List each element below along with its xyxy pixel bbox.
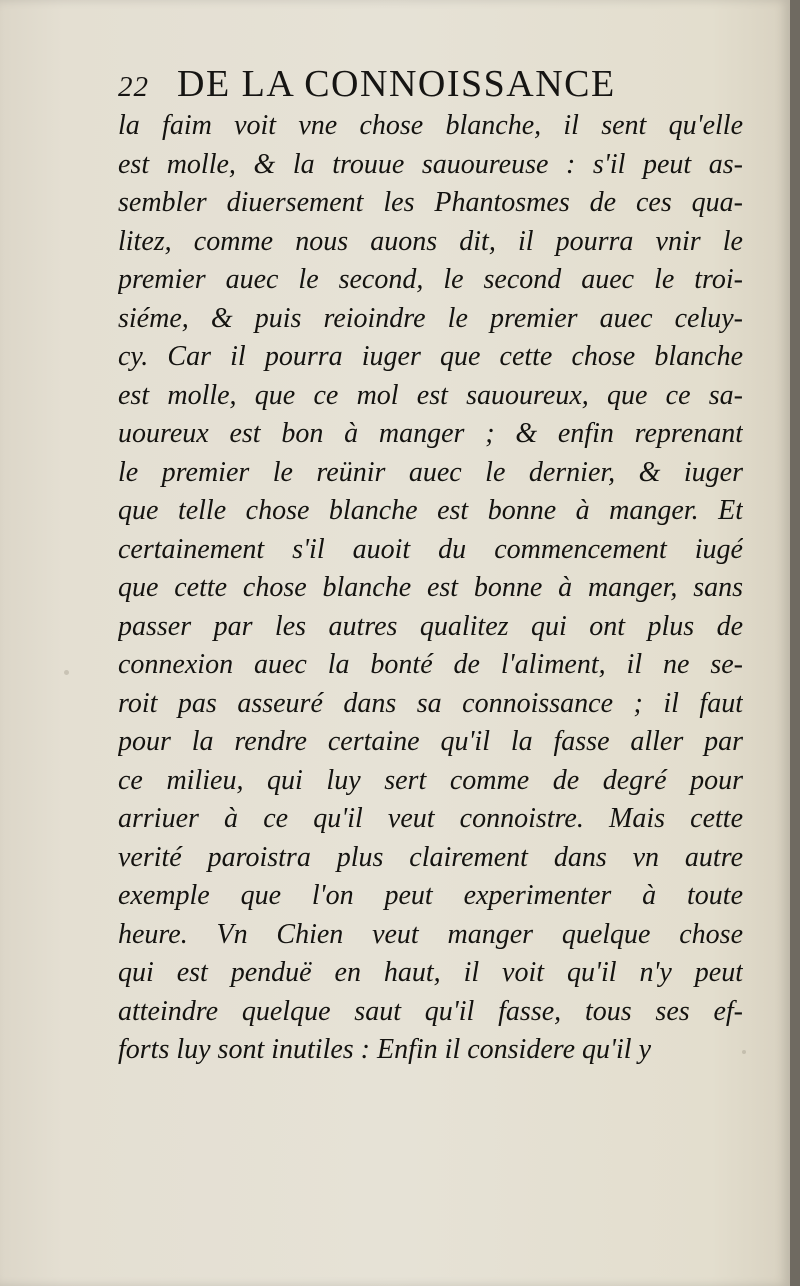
text-line: passer par les autres qualitez qui ont plus de [118, 610, 743, 642]
paper-speck [742, 1050, 746, 1054]
text-line: heure. Vn Chien veut manger quelque chose [118, 918, 743, 950]
text-line: atteindre quelque saut qu'il fasse, tous ses ef- [118, 995, 743, 1027]
text-line: que telle chose blanche est bonne à manger. Et [118, 495, 743, 526]
text-line: siéme, & puis reioindre le premier auec celuy- [118, 302, 743, 334]
text-line: verité paroistra plus clairement dans vn autre [118, 841, 743, 873]
text-line: certainement s'il auoit du commencement iugé [118, 533, 743, 565]
page-edge-shadow [790, 0, 800, 1286]
text-line: uoureux est bon à manger ; & enfin reprenant [118, 418, 743, 449]
text-line: qui est penduë en haut, il voit qu'il n'y peut [118, 957, 743, 988]
running-header [118, 62, 748, 106]
text-line: exemple que l'on peut experimenter à toute [118, 880, 743, 911]
text-line: forts luy sont inutiles : Enfin il considere qu'il y [118, 1034, 652, 1065]
body-text [118, 107, 743, 1070]
text-line: cy. Car il pourra iuger que cette chose blanche [118, 341, 743, 372]
running-title: DE LA CONNOISSANCE [177, 63, 616, 105]
paper-speck [64, 670, 69, 675]
text-line: connexion auec la bonté de l'aliment, il ne se- [118, 649, 743, 680]
page-number: 22 [118, 71, 149, 103]
text-line: est molle, & la trouue sauoureuse : s'il peut as- [118, 148, 743, 180]
text-line: premier auec le second, le second auec le troi- [118, 264, 743, 295]
text-line: la faim voit vne chose blanche, il sent qu'elle [118, 110, 743, 141]
text-line: le premier le reünir auec le dernier, & iuger [118, 456, 743, 488]
text-line: pour la rendre certaine qu'il la fasse aller par [118, 726, 743, 757]
text-line: arriuer à ce qu'il veut connoistre. Mais cette [118, 803, 743, 834]
text-line: que cette chose blanche est bonne à manger, sans [118, 572, 743, 603]
text-line: est molle, que ce mol est sauoureux, que ce sa- [118, 379, 743, 411]
text-line: sembler diuersement les Phantosmes de ces qua- [118, 187, 743, 218]
text-line: ce milieu, qui luy sert comme de degré pour [118, 764, 743, 796]
text-line: roit pas asseuré dans sa connoissance ; il faut [118, 687, 743, 719]
text-line: litez, comme nous auons dit, il pourra vnir le [118, 225, 743, 257]
